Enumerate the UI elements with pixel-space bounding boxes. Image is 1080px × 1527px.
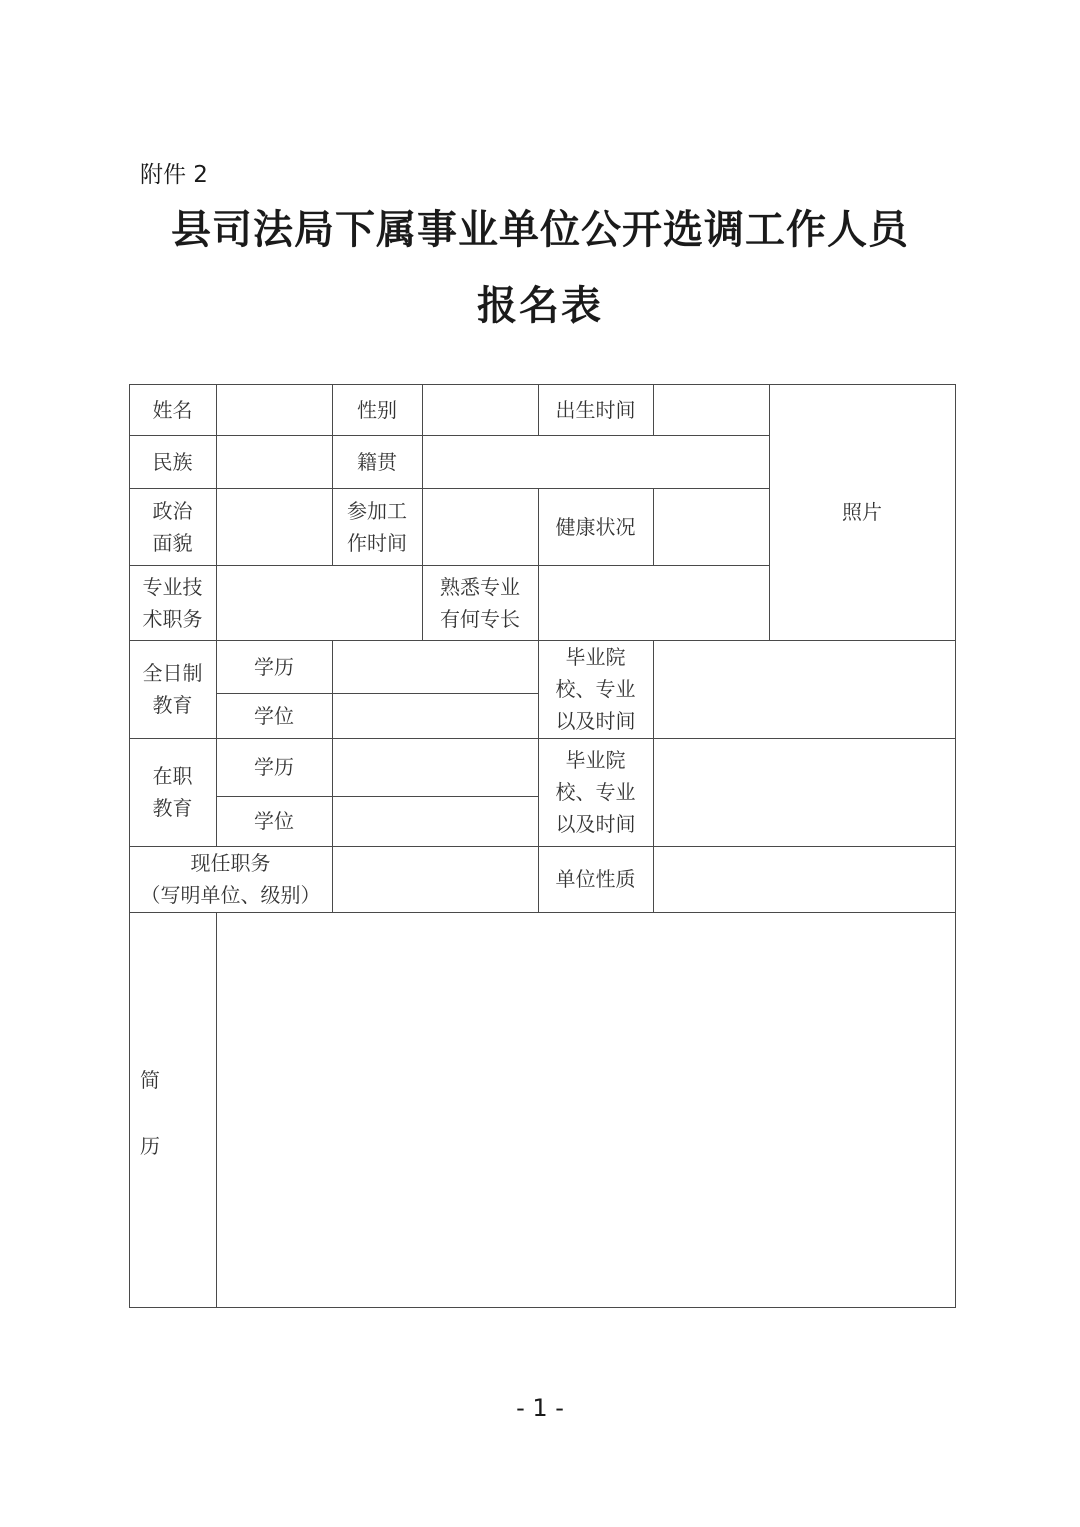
fulltime-degree-field[interactable]	[332, 693, 538, 738]
inservice-degree-level-label: 学历	[254, 755, 294, 779]
name-field[interactable]	[216, 384, 332, 435]
unit-type-field[interactable]	[653, 846, 955, 912]
name-label: 姓名	[152, 397, 193, 422]
table-border-bottom	[129, 1307, 956, 1308]
inservice-edu-label	[129, 738, 216, 846]
work-start-label	[332, 488, 422, 565]
specialty-label-line2: 有何专长	[440, 606, 520, 631]
table-border-right	[955, 384, 956, 1308]
position-label	[129, 846, 332, 912]
attachment-label: 附件 2	[140, 162, 208, 188]
fulltime-grad-label-line1: 毕业院	[565, 645, 626, 669]
inservice-grad-field[interactable]	[653, 738, 955, 846]
health-label: 健康状况	[555, 514, 636, 539]
prof-title-field[interactable]	[216, 565, 422, 640]
position-label-line2: （写明单位、级别）	[140, 883, 321, 907]
position-label-line1: 现任职务	[190, 851, 271, 875]
prof-title-label-line2: 术职务	[142, 606, 203, 631]
fulltime-edu-label-line2: 教育	[152, 693, 193, 717]
birth-label: 出生时间	[555, 397, 636, 422]
ethnicity-field[interactable]	[216, 435, 332, 488]
native-place-field[interactable]	[422, 435, 769, 488]
gender-label: 性别	[357, 397, 397, 422]
political-field[interactable]	[216, 488, 332, 565]
prof-title-label	[129, 565, 216, 640]
form-title: 县司法局下属事业单位公开选调工作人员	[171, 207, 909, 253]
work-start-label-line2: 作时间	[347, 530, 407, 555]
inservice-edu-label-line1: 在职	[152, 764, 193, 788]
work-start-field[interactable]	[422, 488, 538, 565]
native-place-label: 籍贯	[357, 449, 397, 474]
inservice-grad-label-line3: 以及时间	[555, 812, 636, 836]
resume-label-line2: 历	[140, 1134, 160, 1158]
inservice-edu-label-line2: 教育	[152, 796, 193, 820]
resume-field[interactable]	[216, 912, 955, 1307]
specialty-label-line1: 熟悉专业	[440, 574, 520, 599]
inservice-grad-label	[538, 738, 653, 846]
fulltime-grad-label	[538, 640, 653, 738]
health-field[interactable]	[653, 488, 769, 565]
resume-label-line1: 简	[140, 1068, 160, 1092]
political-label-line1: 政治	[152, 498, 193, 523]
inservice-degree-field[interactable]	[332, 796, 538, 846]
political-label	[129, 488, 216, 565]
inservice-degree-label: 学位	[254, 809, 294, 833]
position-field[interactable]	[332, 846, 538, 912]
form-subtitle: 报名表	[477, 283, 603, 329]
specialty-field[interactable]	[538, 565, 769, 640]
political-label-line2: 面貌	[152, 530, 193, 555]
birth-field[interactable]	[653, 384, 769, 435]
fulltime-degree-label: 学位	[254, 703, 294, 728]
fulltime-degree-level-field[interactable]	[332, 640, 538, 693]
fulltime-grad-label-line2: 校、专业	[555, 677, 636, 701]
ethnicity-label: 民族	[152, 449, 193, 474]
work-start-label-line1: 参加工	[347, 498, 407, 523]
fulltime-grad-label-line3: 以及时间	[555, 709, 636, 733]
fulltime-edu-label-line1: 全日制	[142, 661, 203, 685]
fulltime-degree-level-label: 学历	[254, 654, 294, 679]
fulltime-edu-label	[129, 640, 216, 738]
photo-box: 照片	[842, 500, 882, 524]
inservice-grad-label-line2: 校、专业	[555, 780, 636, 804]
page-number: - 1 -	[516, 1394, 564, 1422]
inservice-grad-label-line1: 毕业院	[565, 748, 626, 772]
fulltime-grad-field[interactable]	[653, 640, 955, 738]
inservice-degree-level-field[interactable]	[332, 738, 538, 796]
unit-type-label: 单位性质	[555, 867, 636, 891]
specialty-label	[422, 565, 538, 640]
gender-field[interactable]	[422, 384, 538, 435]
prof-title-label-line1: 专业技	[142, 574, 203, 599]
